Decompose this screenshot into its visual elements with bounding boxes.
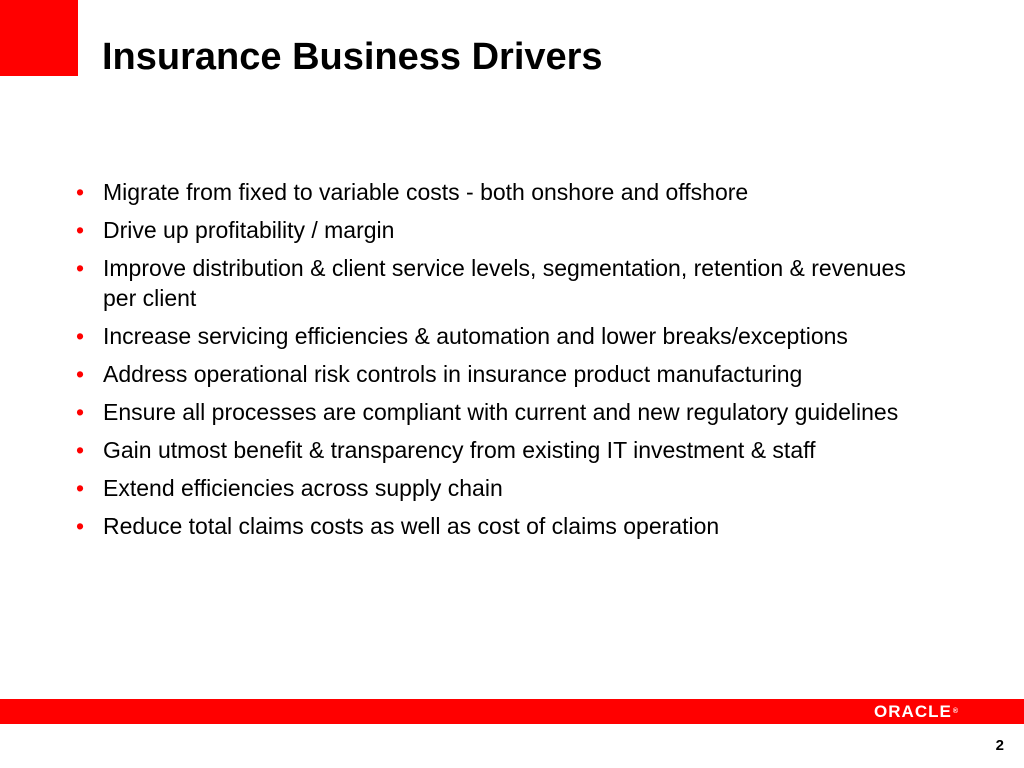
bullet-text: Address operational risk controls in insurance product manufacturing bbox=[103, 361, 803, 387]
bullet-text: Gain utmost benefit & transparency from existing IT investment & staff bbox=[103, 437, 816, 463]
bullet-text: Increase servicing efficiencies & automation and lower breaks/exceptions bbox=[103, 323, 848, 349]
bullet-marker: • bbox=[76, 323, 85, 349]
bullet-list bbox=[76, 177, 926, 549]
bullet-marker: • bbox=[76, 399, 85, 425]
bullet-item bbox=[76, 397, 926, 427]
bullet-item bbox=[76, 435, 926, 465]
footer-bar bbox=[0, 699, 1024, 724]
bullet-item bbox=[76, 511, 926, 541]
bullet-item bbox=[76, 215, 926, 245]
bullet-marker: • bbox=[76, 513, 85, 539]
bullet-marker: • bbox=[76, 179, 85, 205]
bullet-marker: • bbox=[76, 361, 85, 387]
bullet-item bbox=[76, 177, 926, 207]
bullet-marker: • bbox=[76, 217, 85, 243]
bullet-item bbox=[76, 359, 926, 389]
registered-mark-icon: ® bbox=[952, 708, 958, 715]
oracle-logo bbox=[874, 701, 958, 722]
bullet-text: Improve distribution & client service levels, segmentation, retention & revenues per client bbox=[103, 255, 906, 311]
bullet-marker: • bbox=[76, 255, 85, 281]
oracle-logo-text: ORACLE bbox=[874, 701, 952, 721]
corner-accent-block bbox=[0, 0, 78, 76]
page-number: 2 bbox=[995, 737, 1004, 754]
bullet-item bbox=[76, 473, 926, 503]
bullet-text: Drive up profitability / margin bbox=[103, 217, 395, 243]
bullet-marker: • bbox=[76, 475, 85, 501]
bullet-text: Ensure all processes are compliant with current and new regulatory guidelines bbox=[103, 399, 899, 425]
bullet-text: Reduce total claims costs as well as cost of claims operation bbox=[103, 513, 720, 539]
slide-title: Insurance Business Drivers bbox=[102, 36, 603, 78]
bullet-text: Extend efficiencies across supply chain bbox=[103, 475, 503, 501]
bullet-marker: • bbox=[76, 437, 85, 463]
bullet-text: Migrate from fixed to variable costs - both onshore and offshore bbox=[103, 179, 749, 205]
bullet-item bbox=[76, 253, 926, 313]
bullet-item bbox=[76, 321, 926, 351]
